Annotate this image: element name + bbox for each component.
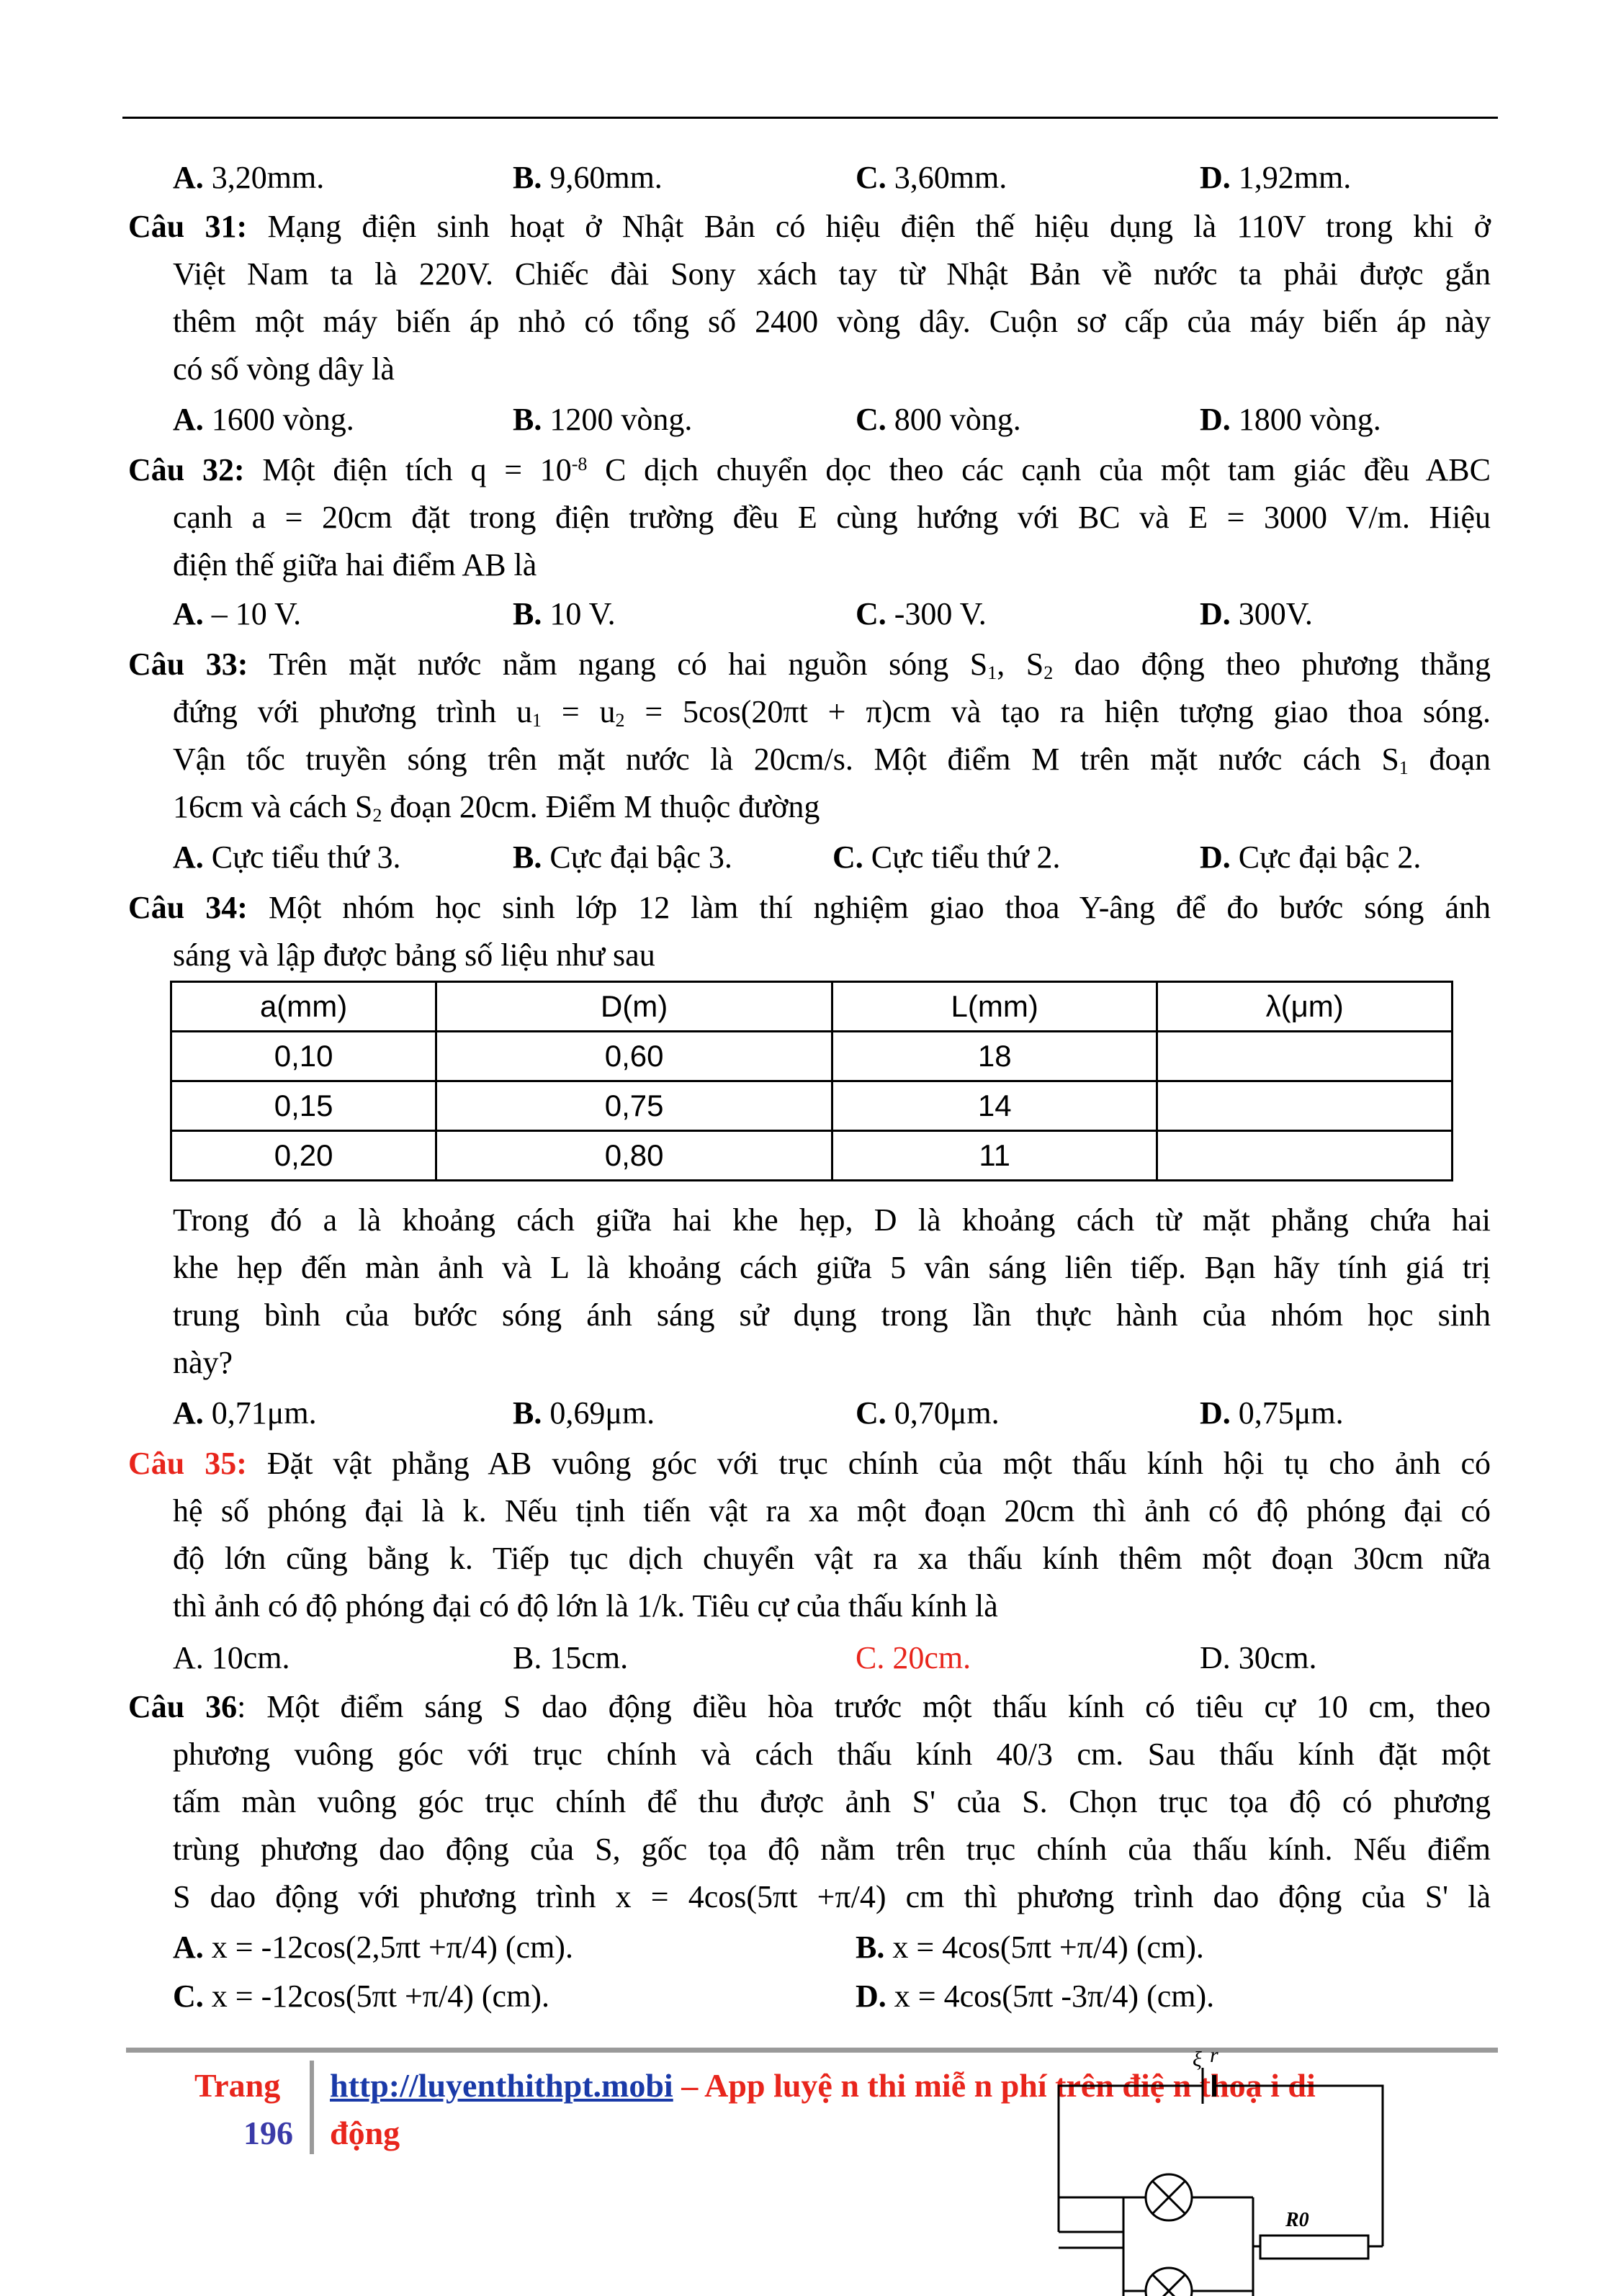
q30-option-c: C. 3,60mm. (856, 160, 1007, 195)
footer-text: http://luyenthithpt.mobi – App luyệ n thi miễ n phí trên điệ n thoạ i di động (330, 2067, 1316, 2151)
q31-option-c: C. 800 vòng. (856, 402, 1021, 437)
q35-option-b: B. 15cm. (513, 1640, 629, 1675)
q35-option-c: C. 20cm. (856, 1640, 971, 1675)
footer-divider (310, 2061, 314, 2154)
q36-option-a: A. x = -12cos(2,5πt +π/4) (cm). (173, 1930, 573, 1965)
q35-option-d: D. 30cm. (1200, 1640, 1317, 1675)
table-cell: 0,20 (171, 1131, 436, 1181)
resistor-r0 (1260, 2236, 1368, 2259)
table-cell: 0,80 (436, 1131, 832, 1181)
q34-option-a: A. 0,71μm. (173, 1395, 317, 1431)
q33-option-b: B. Cực đại bậc 3. (513, 839, 732, 875)
table-cell: 0,75 (436, 1081, 832, 1131)
q31-option-b: B. 1200 vòng. (513, 402, 693, 437)
q33-option-d: D. Cực đại bậc 2. (1200, 839, 1422, 875)
page-label: Trang (194, 2067, 281, 2104)
question-33: Câu 33: Trên mặt nước nằm ngang có hai nguồn sóng $S_1$, $S_2$ dao động theo phương thẳng đứng với phương trình $u_1 = u_2 = 5\cos(20\pi t + \pi)cm$ và tạo ra hiện tượng giao thoa sóng. Vận tốc truyền sóng trên mặt nước là 20cm/s. Một điểm M trên mặt nước cách $S_1$ đoạn 16cm và cách $S_2$ đoạn 20cm. Điểm M thuộc đường (128, 647, 1491, 826)
q34-option-c: C. 0,70μm. (856, 1395, 1000, 1431)
table-cell (1157, 1131, 1453, 1181)
q34-option-b: B. 0,69μm. (513, 1395, 655, 1431)
table-row (171, 1131, 1453, 1181)
q30-option-a: A. 3,20mm. (173, 160, 325, 195)
table-header-cell: λ(μm) (1157, 982, 1453, 1032)
q35-option-a: A. 10cm. (173, 1640, 290, 1675)
table-cell: 11 (832, 1131, 1157, 1181)
data-table (170, 981, 1453, 1181)
q36-option-c: C. x = -12cos(5πt +π/4) (cm). (173, 1978, 549, 2014)
q33-option-a: A. Cực tiểu thứ 3. (173, 839, 401, 875)
q36-option-d: D. x = 4cos(5πt -3π/4) (cm). (856, 1978, 1215, 2014)
table-cell: 0,60 (436, 1032, 832, 1081)
table-cell: 0,15 (171, 1081, 436, 1131)
table-row (171, 1032, 1453, 1081)
question-36: Câu 36: Một điểm sáng S dao động điều hòa trước một thấu kính có tiêu cự 10 cm, theo phương vuông góc với trục chính và cách thấu kính 40/3 cm. Sau thấu kính đặt một tấm màn vuông góc trục chính để thu được ảnh S' của S. Chọn trục tọa độ có phương trùng phương dao động của S, gốc tọa độ nằm trên trục chính của thấu kính. Nếu điểm S dao động với phương trình x = 4cos(5πt +π/4) cm thì phương trình dao động của S' là (128, 1689, 1491, 1914)
r-label: r (1210, 2043, 1218, 2067)
q34-option-d: D. 0,75μm. (1200, 1395, 1344, 1431)
circuit-diagram (1037, 2038, 1397, 2296)
q32-option-d: D. 300V. (1200, 596, 1313, 631)
q30-option-b: B. 9,60mm. (513, 160, 663, 195)
question-32: Câu 32: Một điện tích $q = 10^{-8}$ C dịch chuyển dọc theo các cạnh của một tam giác đều ABC cạnh a = 20cm đặt trong điện trường đều E cùng hướng với BC và E = 3000 V/m. Hiệu điện thế giữa hai điểm AB là (128, 452, 1491, 582)
question-34-continued: Trong đó a là khoảng cách giữa hai khe hẹp, D là khoảng cách từ mặt phẳng chứa hai khe hẹp đến màn ảnh và L là khoảng cách giữa 5 vân sáng liên tiếp. Bạn hãy tính giá trị trung bình của bước sóng ánh sáng sử dụng trong lần thực hành của nhóm học sinh này? (173, 1202, 1491, 1380)
q36-option-b: B. x = 4cos(5πt +π/4) (cm). (856, 1930, 1204, 1965)
table-cell: 0,10 (171, 1032, 436, 1081)
q32-option-b: B. 10 V. (513, 596, 616, 631)
resistor-label: R0 (1285, 2209, 1309, 2231)
question-34: Câu 34: Một nhóm học sinh lớp 12 làm thí nghiệm giao thoa Y-âng để đo bước sóng ánh sáng và lập được bảng số liệu như sau (128, 890, 1491, 973)
table-cell (1157, 1081, 1453, 1131)
header-rule (122, 117, 1498, 119)
q32-option-a: A. – 10 V. (173, 596, 302, 631)
q30-option-d: D. 1,92mm. (1200, 160, 1352, 195)
question-31: Câu 31: Mạng điện sinh hoạt ở Nhật Bản có hiệu điện thế hiệu dụng là 110V trong khi ở Việt Nam ta là 220V. Chiếc đài Sony xách tay từ Nhật Bản về nước ta phải được gắn thêm một máy biến áp nhỏ có tổng số 2400 vòng dây. Cuộn sơ cấp của máy biến áp này có số vòng dây là (128, 209, 1491, 387)
table-cell: 18 (832, 1032, 1157, 1081)
q31-option-d: D. 1800 vòng. (1200, 402, 1381, 437)
q31-option-a: A. 1600 vòng. (173, 402, 354, 437)
emf-label: ξ (1193, 2048, 1202, 2071)
table-row (171, 1081, 1453, 1131)
table-cell (1157, 1032, 1453, 1081)
page-number: 196 (243, 2115, 293, 2151)
q33-option-c: C. Cực tiểu thứ 2. (832, 839, 1061, 875)
footer-link[interactable]: http://luyenthithpt.mobi (330, 2067, 673, 2104)
question-35: Câu 35: Đặt vật phẳng AB vuông góc với trục chính của một thấu kính hội tụ cho ảnh có hệ số phóng đại là k. Nếu tịnh tiến vật ra xa một đoạn 20cm thì ảnh có độ phóng đại có độ lớn cũng bằng k. Tiếp tục dịch chuyển vật ra xa thấu kính thêm một đoạn 30cm nữa thì ảnh có độ phóng đại có độ lớn là 1/k. Tiêu cự của thấu kính là (128, 1446, 1491, 1624)
table-cell: 14 (832, 1081, 1157, 1131)
table-header-cell: L(mm) (832, 982, 1157, 1032)
q32-option-c: C. -300 V. (856, 596, 987, 631)
table-header-cell: D(m) (436, 982, 832, 1032)
table-header-row (171, 982, 1453, 1032)
table-header-cell: a(mm) (171, 982, 436, 1032)
